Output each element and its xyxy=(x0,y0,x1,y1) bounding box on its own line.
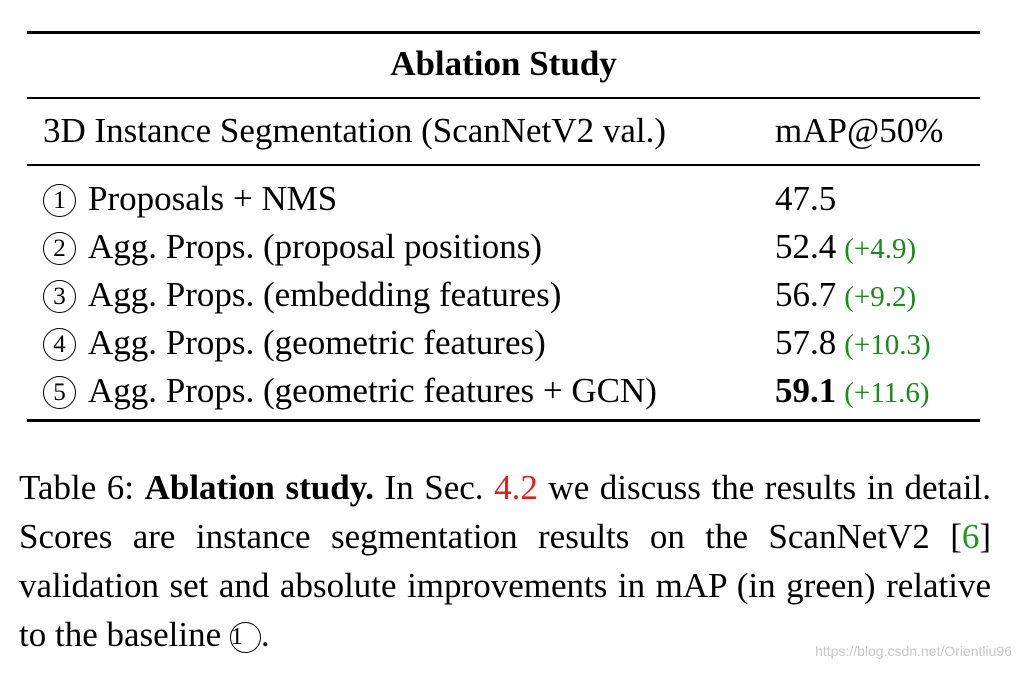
header-task: 3D Instance Segmentation (ScanNetV2 val.) xyxy=(43,111,667,150)
score-value: 56.7 xyxy=(775,275,837,314)
table-top-rule xyxy=(27,31,980,34)
score-improvement: (+4.9) xyxy=(844,233,917,265)
table-bottom-rule xyxy=(27,419,980,422)
table-caption xyxy=(19,463,991,659)
circled-number: 2 xyxy=(43,232,76,265)
table-title-rule xyxy=(27,97,980,99)
table-row xyxy=(43,369,983,417)
score-cell xyxy=(775,321,931,367)
baseline-circled-number: 1 xyxy=(230,622,261,653)
header-metric: mAP@50% xyxy=(775,111,944,150)
method-name: Proposals + NMS xyxy=(88,179,338,218)
circled-number: 3 xyxy=(43,280,76,313)
table-row xyxy=(43,321,983,369)
circled-number: 4 xyxy=(43,328,76,361)
caption-label: Table 6: xyxy=(19,468,135,507)
method-name: Agg. Props. (proposal positions) xyxy=(88,227,543,266)
score-value: 52.4 xyxy=(775,227,837,266)
table-header-rule xyxy=(27,164,980,166)
caption-text-2: we discuss the results in detail. Scores are instance segmentation results on the ScanNetV2 xyxy=(19,468,991,556)
score-improvement: (+11.6) xyxy=(844,377,930,409)
score-value: 57.8 xyxy=(775,323,837,362)
score-cell xyxy=(775,369,930,415)
caption-end: . xyxy=(260,615,270,654)
score-improvement: (+9.2) xyxy=(844,281,917,313)
table-row xyxy=(43,177,983,225)
cite-bracket-close: ] xyxy=(979,517,991,556)
score-value: 47.5 xyxy=(775,179,837,218)
score-cell xyxy=(775,273,916,319)
table-row xyxy=(43,225,983,273)
circled-number: 5 xyxy=(43,376,76,409)
section-ref-link[interactable]: 4.2 xyxy=(494,468,538,507)
cite-bracket-open: [ xyxy=(950,517,962,556)
circled-number: 1 xyxy=(43,184,76,217)
score-cell xyxy=(775,225,916,271)
score-cell xyxy=(775,177,836,221)
score-value: 59.1 xyxy=(775,371,837,410)
caption-text-3: validation set and absolute improvements in mAP (in green) relative to the baseline xyxy=(19,566,991,654)
caption-text-1: In Sec. xyxy=(384,468,484,507)
table-row xyxy=(43,273,983,321)
score-improvement: (+10.3) xyxy=(844,329,931,361)
method-name: Agg. Props. (geometric features) xyxy=(88,323,546,362)
method-name: Agg. Props. (embedding features) xyxy=(88,275,562,314)
table-title: Ablation Study xyxy=(390,44,617,83)
watermark: https://blog.csdn.net/Orientliu96 xyxy=(815,643,1012,659)
citation-link[interactable]: 6 xyxy=(961,517,980,556)
method-name: Agg. Props. (geometric features + GCN) xyxy=(88,371,657,410)
caption-title: Ablation study. xyxy=(144,468,374,507)
